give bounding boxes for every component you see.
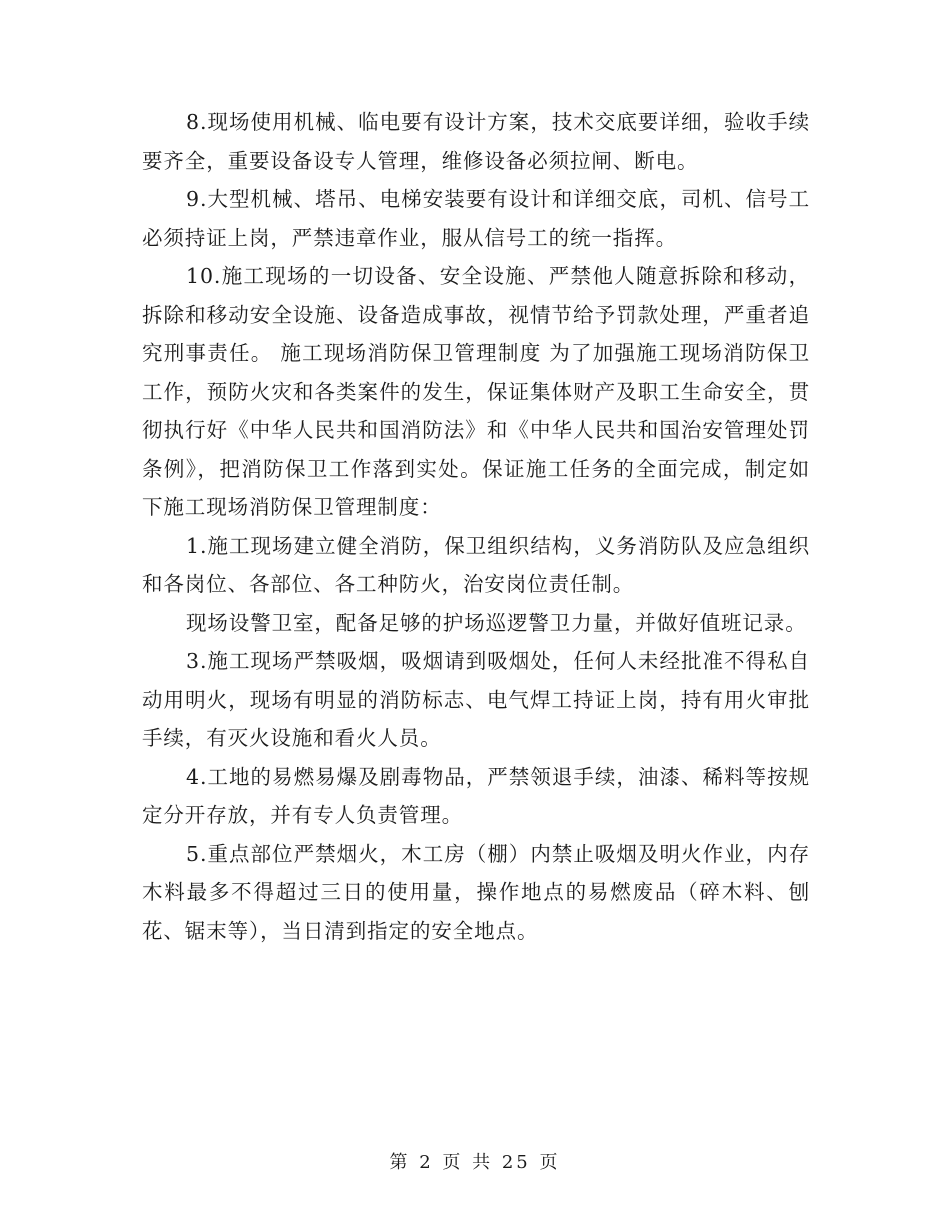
- paragraph-item-9: 9.大型机械、塔吊、电梯安装要有设计和详细交底，司机、信号工必须持证上岗，严禁违章作业，服从信号工的统一指挥。: [142, 187, 810, 250]
- paragraph-item-3: 3.施工现场严禁吸烟，吸烟请到吸烟处，任何人未经批准不得私自动用明火，现场有明显的消防标志、电气焊工持证上岗，持有用火审批手续，有灭火设施和看火人员。: [142, 649, 810, 750]
- document-body: [142, 103, 810, 950]
- page-number-footer: 第 2 页 共 25 页: [389, 1152, 561, 1173]
- paragraph-item-5: 5.重点部位严禁烟火，木工房（棚）内禁止吸烟及明火作业，内存木料最多不得超过三日的使用量，操作地点的易燃废品（碎木料、刨花、锯末等），当日清到指定的安全地点。: [142, 841, 810, 943]
- paragraph-item-8: 8.现场使用机械、临电要有设计方案，技术交底要详细，验收手续要齐全，重要设备设专人管理，维修设备必须拉闸、断电。: [142, 110, 810, 173]
- paragraph-item-4: 4.工地的易燃易爆及剧毒物品，严禁领退手续，油漆、稀料等按规定分开存放，并有专人负责管理。: [142, 764, 810, 827]
- paragraph-guard-room: 现场设警卫室，配备足够的护场巡逻警卫力量，并做好值班记录。: [186, 610, 807, 635]
- paragraph-item-1: 1.施工现场建立健全消防，保卫组织结构，义务消防队及应急组织和各岗位、各部位、各工种防火，治安岗位责任制。: [142, 533, 810, 596]
- paragraph-item-10-fire-security-intro: 10.施工现场的一切设备、安全设施、严禁他人随意拆除和移动，拆除和移动安全设施、设备造成事故，视情节给予罚款处理，严重者追究刑事责任。 施工现场消防保卫管理制度 为了加强施工现场消防保卫工作，预防火灾和各类案件的发生，保证集体财产及职工生命安全，贯彻执行好《中华人民共和国消防法》和《中华人民共和国治安管理处罚条例》，把消防保卫工作落到实处。保证施工任务的全面完成，制定如下施工现场消防保卫管理制度：: [142, 264, 810, 519]
